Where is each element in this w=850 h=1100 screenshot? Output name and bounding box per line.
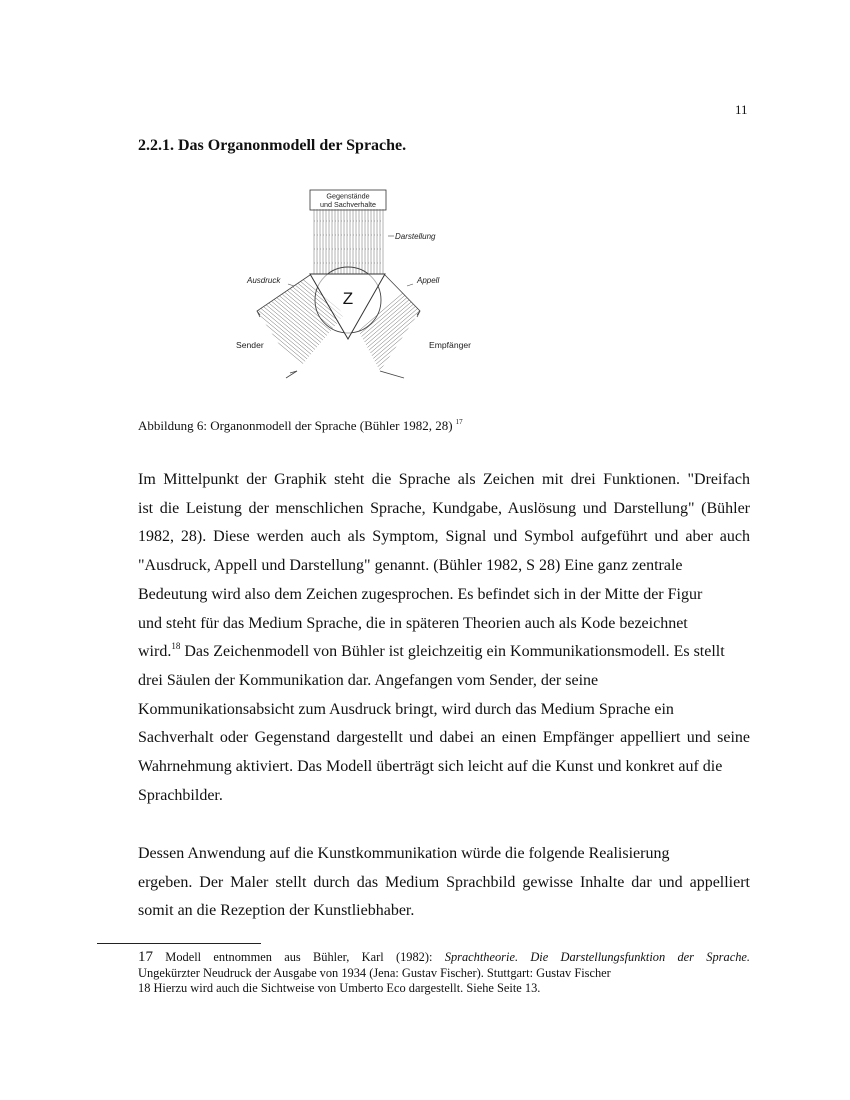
text-line: Bedeutung wird also dem Zeichen zugesprochen. Es befindet sich in der Mitte der Figur	[138, 585, 703, 603]
text-line: ist die Leistung der menschlichen Sprache, Kundgabe, Auslösung und Darstellung" (Bühler	[138, 499, 750, 517]
text-line: Sachverhalt oder Gegenstand dargestellt und dabei an einen Empfänger appelliert und seine	[138, 729, 750, 747]
label-sender: Sender	[236, 340, 264, 350]
footnote-17-line-1	[138, 950, 750, 966]
footnote-18: 18 Hierzu wird auch die Sichtweise von Umberto Eco dargestellt. Siehe Seite 13.	[138, 981, 541, 995]
darstellung-hatching	[314, 209, 383, 274]
label-darstellung: Darstellung	[395, 232, 436, 241]
footnote-17-line-2: Ungekürzter Neudruck der Ausgabe von 1934 (Jena: Gustav Fischer). Stuttgart: Gustav Fischer	[138, 965, 611, 980]
text-line: Wahrnehmung aktiviert. Das Modell überträgt sich leicht auf die Kunst und konkret auf die	[138, 758, 723, 776]
top-label-box	[310, 190, 386, 210]
label-gegenstaende: Gegenstände	[326, 191, 370, 201]
label-empfaenger: Empfänger	[429, 340, 472, 350]
text-line: "Ausdruck, Appell und Darstellung" genannt. (Bühler 1982, S 28) Eine ganz zentrale	[138, 557, 683, 575]
text-line: Dessen Anwendung auf die Kunstkommunikation würde die folgende Realisierung	[138, 845, 670, 862]
text-line: somit an die Rezeption der Kunstliebhaber.	[138, 902, 415, 920]
text-line: 1982, 28). Diese werden auch als Symptom, Signal und Symbol aufgeführt und aber auch	[138, 528, 750, 546]
footnote-17-number: 17	[138, 949, 153, 965]
section-heading: 2.2.1. Das Organonmodell der Sprache.	[138, 137, 407, 154]
footnotes	[138, 950, 750, 997]
text-line: Sprachbilder.	[138, 786, 223, 804]
body-paragraph-2	[138, 840, 750, 926]
text-line: Kommunikationsabsicht zum Ausdruck bringt, wird durch das Medium Sprache ein	[138, 700, 674, 718]
text-line: und steht für das Medium Sprache, die in späteren Theorien auch als Kode bezeichnet	[138, 614, 688, 632]
page-number: 11	[735, 102, 748, 117]
caption-footnote-ref[interactable]: 17	[455, 418, 463, 426]
label-appell: Appell	[417, 276, 440, 285]
footnote-separator	[97, 943, 261, 944]
caption-text: Abbildung 6: Organonmodell der Sprache (Bühler 1982, 28)	[138, 418, 453, 433]
footnote-17-title: Sprachtheorie. Die Darstellungsfunktion der Sprache.	[444, 950, 750, 964]
footnote-17-text: Modell entnommen aus Bühler, Karl (1982):	[153, 950, 445, 964]
organon-model-figure	[230, 187, 490, 382]
footnote-ref-18[interactable]: 18	[171, 641, 181, 652]
text-line	[138, 638, 750, 667]
text-line: Im Mittelpunkt der Graphik steht die Sprache als Zeichen mit drei Funktionen. "Dreifach	[138, 471, 750, 488]
body-paragraph-1	[138, 466, 750, 810]
figure-caption	[138, 418, 463, 434]
text-fragment: wird.	[138, 643, 172, 661]
label-ausdruck: Ausdruck	[247, 276, 281, 285]
text-fragment: Das Zeichenmodell von Bühler ist gleichzeitig ein Kommunikationsmodell. Es stellt	[180, 643, 725, 661]
text-line: ergeben. Der Maler stellt durch das Medium Sprachbild gewisse Inhalte dar und appelliert	[138, 873, 750, 891]
label-sachverhalte: und Sachverhalte	[320, 200, 376, 209]
sign-z-label: Z	[342, 289, 354, 308]
text-line: drei Säulen der Kommunikation dar. Angefangen vom Sender, der seine	[138, 671, 599, 689]
